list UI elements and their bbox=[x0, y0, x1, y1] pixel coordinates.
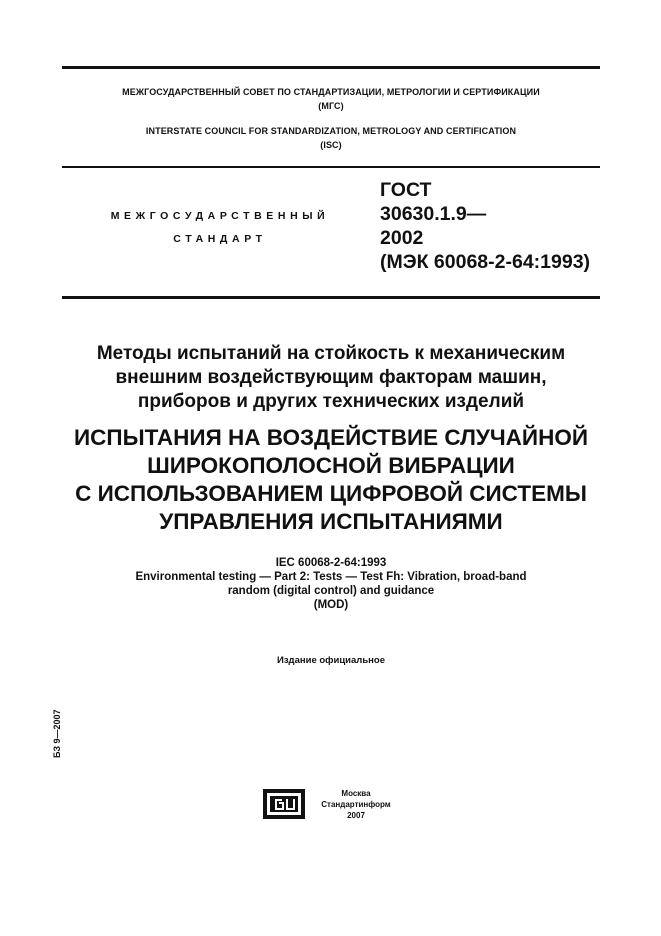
iec-title-line1: Environmental testing — Part 2: Tests — Test Fh: Vibration, broad-band bbox=[135, 571, 527, 583]
subtitle bbox=[62, 342, 600, 414]
catalog-code: БЗ 9—2007 bbox=[52, 709, 62, 758]
council-rule bbox=[62, 166, 600, 168]
designation-rule bbox=[62, 296, 600, 299]
designation bbox=[380, 178, 590, 274]
publisher-city: Москва bbox=[341, 789, 371, 798]
designation-prefix: ГОСТ bbox=[380, 179, 432, 201]
council-ru bbox=[62, 85, 600, 113]
publisher-year: 2007 bbox=[347, 811, 365, 820]
top-rule bbox=[62, 66, 600, 69]
subtitle-line: приборов и других технических изделий bbox=[137, 391, 525, 412]
iec-reference bbox=[62, 556, 600, 612]
designation-number: 30630.1.9— bbox=[380, 203, 487, 225]
subtitle-line: внешним воздействующим факторам машин, bbox=[115, 367, 547, 388]
iec-code: IEC 60068-2-64:1993 bbox=[275, 557, 387, 569]
council-en-name: INTERSTATE COUNCIL FOR STANDARDIZATION, METROLOGY AND CERTIFICATION bbox=[145, 126, 517, 136]
document-title bbox=[62, 424, 600, 536]
designation-iec-ref: (МЭК 60068-2-64:1993) bbox=[380, 251, 591, 273]
publisher bbox=[312, 788, 400, 821]
title-line: ШИРОКОПОЛОСНОЙ ВИБРАЦИИ bbox=[147, 453, 515, 478]
council-ru-abbr: (МГС) bbox=[318, 101, 344, 111]
title-line: УПРАВЛЕНИЯ ИСПЫТАНИЯМИ bbox=[159, 509, 503, 534]
council-en-abbr: (ISC) bbox=[320, 140, 342, 150]
council-en bbox=[62, 124, 600, 152]
council-ru-name: МЕЖГОСУДАРСТВЕННЫЙ СОВЕТ ПО СТАНДАРТИЗАЦИИ, МЕТРОЛОГИИ И СЕРТИФИКАЦИИ bbox=[122, 87, 540, 97]
title-line: ИСПЫТАНИЯ НА ВОЗДЕЙСТВИЕ СЛУЧАЙНОЙ bbox=[73, 425, 589, 450]
iec-mod: (MOD) bbox=[313, 599, 349, 611]
standard-type-line2: СТАНДАРТ bbox=[173, 233, 267, 245]
designation-year: 2002 bbox=[380, 227, 424, 249]
publisher-logo-icon bbox=[263, 789, 305, 819]
standard-type-line1: МЕЖГОСУДАРСТВЕННЫЙ bbox=[110, 210, 330, 222]
publisher-name: Стандартинформ bbox=[321, 800, 391, 809]
iec-title-line2: random (digital control) and guidance bbox=[227, 585, 435, 597]
title-line: С ИСПОЛЬЗОВАНИЕМ ЦИФРОВОЙ СИСТЕМЫ bbox=[75, 481, 587, 506]
edition-label: Издание официальное bbox=[277, 655, 385, 666]
subtitle-line: Методы испытаний на стойкость к механическим bbox=[96, 343, 566, 364]
